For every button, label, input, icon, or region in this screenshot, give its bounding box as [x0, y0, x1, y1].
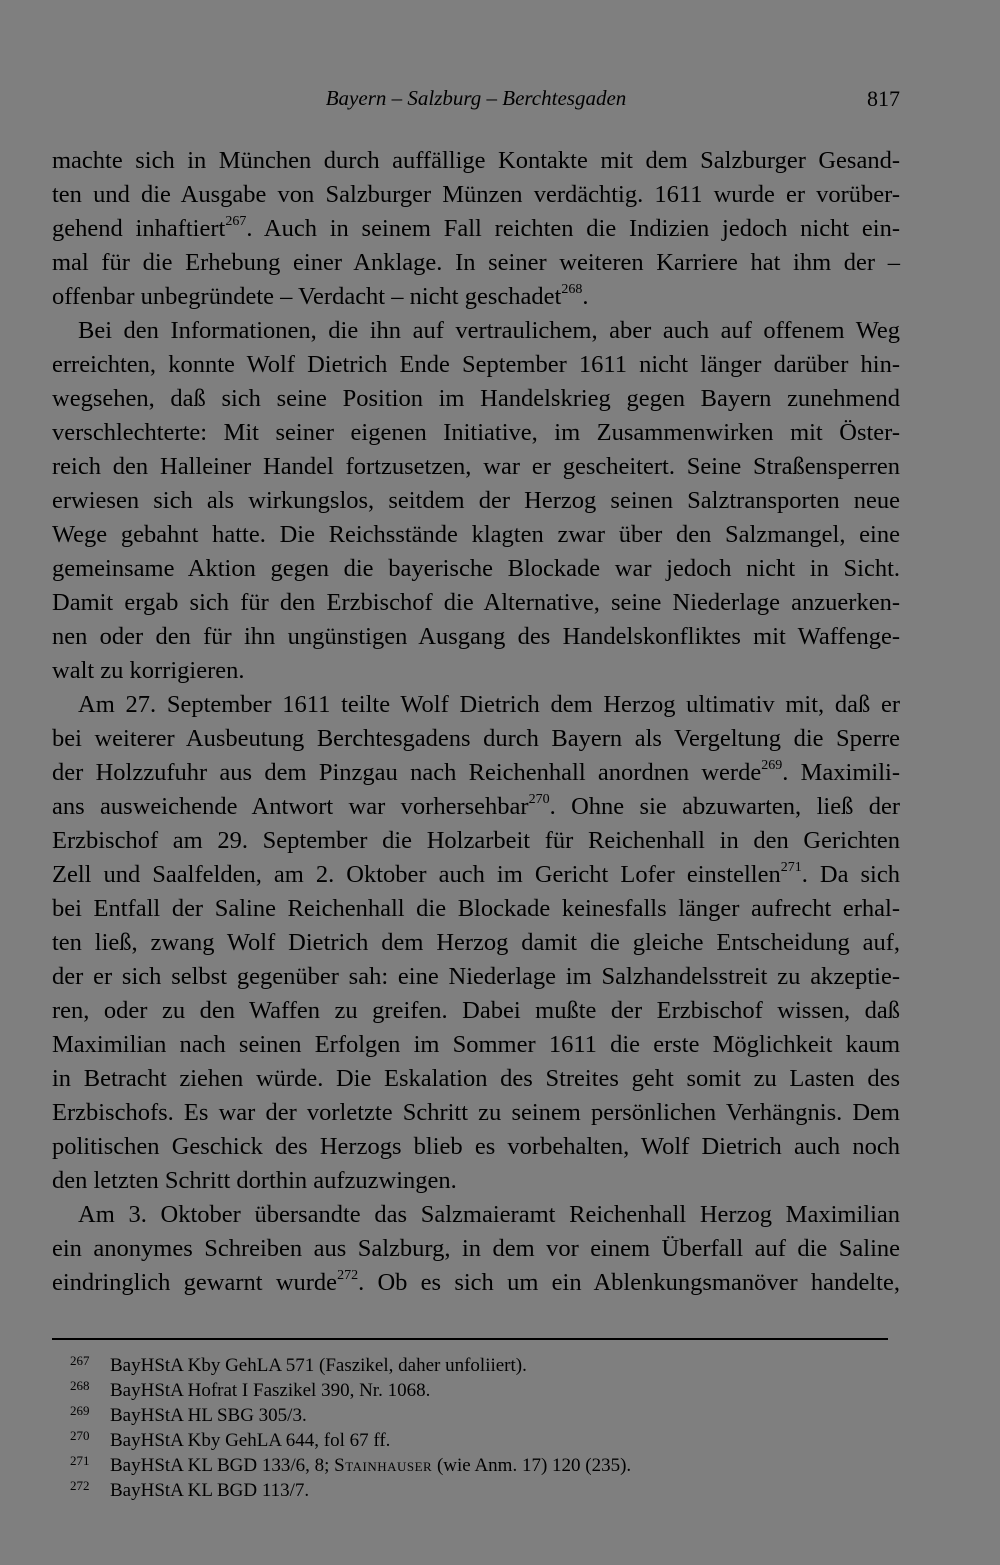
footnote-ref[interactable]: 271: [780, 859, 802, 875]
text-line-34: [52, 1266, 900, 1300]
text-span: in Betracht ziehen würde. Die Eskalation des Streites geht somit zu Lasten des: [52, 1065, 900, 1092]
text-line-31: [52, 1164, 900, 1198]
text-span: ten ließ, zwang Wolf Dietrich dem Herzog damit die gleiche Entscheidung auf,: [52, 929, 900, 956]
text-line-23: [52, 892, 900, 926]
text-span: .: [582, 283, 589, 310]
text-span: politischen Geschick des Herzogs blieb es vorbehalten, Wolf Dietrich auch noch: [52, 1133, 900, 1160]
footnote-number: 269: [70, 1403, 90, 1418]
text-line-17: [52, 688, 900, 722]
text-span: erreichten, konnte Wolf Dietrich Ende September 1611 nicht länger darüber hin-: [52, 351, 900, 378]
text-span: bei weiterer Ausbeutung Berchtesgadens durch Bayern als Vergeltung die Sperre: [52, 725, 900, 752]
text-line-25: [52, 960, 900, 994]
text-span: eindringlich gewarnt wurde: [52, 1269, 338, 1296]
text-span: Erzbischof am 29. September die Holzarbeit für Reichenhall in den Gerichten: [52, 827, 900, 854]
page-header: [52, 86, 900, 116]
text-span: der er sich selbst gegenüber sah: eine Niederlage im Salzhandelsstreit zu akzeptie-: [52, 963, 900, 990]
text-line-30: [52, 1130, 900, 1164]
text-line-32: [52, 1198, 900, 1232]
text-line-14: [52, 586, 900, 620]
text-span: ren, oder zu den Waffen zu greifen. Dabei mußte der Erzbischof wissen, daß: [52, 997, 900, 1024]
text-line-5: [52, 280, 900, 314]
footnote-269: [70, 1403, 870, 1428]
footnote-separator: [52, 1338, 888, 1340]
footnote-text-part: (wie Anm. 17) 120 (235).: [432, 1455, 632, 1476]
text-span: gehend inhaftiert: [52, 215, 226, 242]
footnote-number: 268: [70, 1378, 90, 1393]
text-span: mal für die Erhebung einer Anklage. In seiner weiteren Karriere hat ihm der –: [52, 249, 900, 276]
text-line-28: [52, 1062, 900, 1096]
text-span: reich den Halleiner Handel fortzusetzen, war er gescheitert. Seine Straßensperren: [52, 453, 900, 480]
text-span: ans ausweichende Antwort war vorhersehbar: [52, 793, 529, 820]
text-line-27: [52, 1028, 900, 1062]
text-line-7: [52, 348, 900, 382]
text-span: machte sich in München durch auffällige Kontakte mit dem Salzburger Gesand-: [52, 147, 900, 174]
footnote-number: 271: [70, 1453, 90, 1468]
text-line-20: [52, 790, 900, 824]
text-span: . Auch in seinem Fall reichten die Indizien jedoch nicht ein-: [246, 215, 901, 242]
text-line-1: [52, 144, 900, 178]
text-span: ein anonymes Schreiben aus Salzburg, in dem vor einem Überfall auf die Saline: [52, 1235, 900, 1262]
text-span: verschlechterte: Mit seiner eigenen Initiative, im Zusammenwirken mit Öster-: [52, 419, 900, 446]
text-span: walt zu korrigieren.: [52, 657, 245, 684]
footnotes: [70, 1353, 870, 1503]
page-number: 817: [867, 86, 900, 111]
text-line-24: [52, 926, 900, 960]
footnote-ref[interactable]: 268: [561, 281, 583, 297]
text-span: Wege gebahnt hatte. Die Reichsstände klagten zwar über den Salzmangel, eine: [52, 521, 900, 548]
running-title: Bayern – Salzburg – Berchtesgaden: [325, 86, 627, 110]
footnote-text: BayHStA Kby GehLA 644, fol 67 ff.: [110, 1430, 391, 1451]
text-span: . Da sich: [801, 861, 900, 888]
footnote-text: BayHStA Kby GehLA 571 (Faszikel, daher unfoliiert).: [110, 1355, 527, 1376]
text-line-26: [52, 994, 900, 1028]
text-span: Am 27. September 1611 teilte Wolf Dietrich dem Herzog ultimativ mit, daß er: [78, 691, 900, 718]
text-line-10: [52, 450, 900, 484]
text-span: Damit ergab sich für den Erzbischof die Alternative, seine Niederlage anzuerken-: [52, 589, 900, 616]
text-span: erwiesen sich als wirkungslos, seitdem der Herzog seinen Salztransporten neue: [52, 487, 900, 514]
text-line-13: [52, 552, 900, 586]
text-line-2: [52, 178, 900, 212]
text-span: nen oder den für ihn ungünstigen Ausgang des Handelskonfliktes mit Waffenge-: [52, 623, 900, 650]
author-name: Stainhauser: [334, 1455, 433, 1476]
footnote-number: 270: [70, 1428, 90, 1443]
text-span: Bei den Informationen, die ihn auf vertraulichem, aber auch auf offenem Weg: [78, 317, 900, 344]
text-line-16: [52, 654, 900, 688]
text-line-19: [52, 756, 900, 790]
text-line-15: [52, 620, 900, 654]
footnote-268: [70, 1378, 870, 1403]
text-span: ten und die Ausgabe von Salzburger Münzen verdächtig. 1611 wurde er vorüber-: [52, 181, 900, 208]
text-line-3: [52, 212, 900, 246]
text-line-18: [52, 722, 900, 756]
text-span: . Maximili-: [782, 759, 900, 786]
text-span: wegsehen, daß sich seine Position im Handelskrieg gegen Bayern zunehmend: [52, 385, 900, 412]
text-line-9: [52, 416, 900, 450]
text-span: . Ob es sich um ein Ablenkungsmanöver handelte,: [358, 1269, 900, 1296]
text-line-4: [52, 246, 900, 280]
footnote-text: BayHStA HL SBG 305/3.: [110, 1405, 307, 1426]
text-span: Maximilian nach seinen Erfolgen im Sommer 1611 die erste Möglichkeit kaum: [52, 1031, 900, 1058]
footnote-271: [70, 1453, 870, 1478]
text-span: den letzten Schritt dorthin aufzuzwingen.: [52, 1167, 457, 1194]
footnote-text: BayHStA Hofrat I Faszikel 390, Nr. 1068.: [110, 1380, 431, 1401]
footnote-267: [70, 1353, 870, 1378]
footnote-text: [110, 1453, 631, 1478]
text-line-21: [52, 824, 900, 858]
footnote-text-part: BayHStA KL BGD 133/6, 8;: [110, 1455, 335, 1476]
text-span: der Holzzufuhr aus dem Pinzgau nach Reichenhall anordnen werde: [52, 759, 762, 786]
text-span: bei Entfall der Saline Reichenhall die Blockade keinesfalls länger aufrecht erhal-: [52, 895, 900, 922]
footnote-ref[interactable]: 272: [337, 1267, 359, 1283]
footnote-270: [70, 1428, 870, 1453]
text-line-12: [52, 518, 900, 552]
text-span: Zell und Saalfelden, am 2. Oktober auch im Gericht Lofer einstellen: [52, 861, 781, 888]
text-line-29: [52, 1096, 900, 1130]
footnote-text: BayHStA KL BGD 113/7.: [110, 1480, 310, 1501]
footnote-272: [70, 1478, 870, 1503]
footnote-number: 272: [70, 1478, 90, 1493]
text-line-22: [52, 858, 900, 892]
footnote-number: 267: [70, 1353, 90, 1368]
footnote-ref[interactable]: 269: [761, 757, 783, 773]
text-line-6: [52, 314, 900, 348]
text-span: offenbar unbegründete – Verdacht – nicht geschadet: [52, 283, 562, 310]
text-span: Am 3. Oktober übersandte das Salzmaieramt Reichenhall Herzog Maximilian: [78, 1201, 900, 1228]
text-line-8: [52, 382, 900, 416]
text-span: Erzbischofs. Es war der vorletzte Schritt zu seinem persönlichen Verhängnis. Dem: [52, 1099, 900, 1126]
text-line-33: [52, 1232, 900, 1266]
footnote-ref[interactable]: 267: [225, 213, 247, 229]
footnote-ref[interactable]: 270: [528, 791, 550, 807]
body-text: [52, 144, 900, 1300]
text-span: gemeinsame Aktion gegen die bayerische Blockade war jedoch nicht in Sicht.: [52, 555, 900, 582]
text-line-11: [52, 484, 900, 518]
text-span: . Ohne sie abzuwarten, ließ der: [549, 793, 900, 820]
